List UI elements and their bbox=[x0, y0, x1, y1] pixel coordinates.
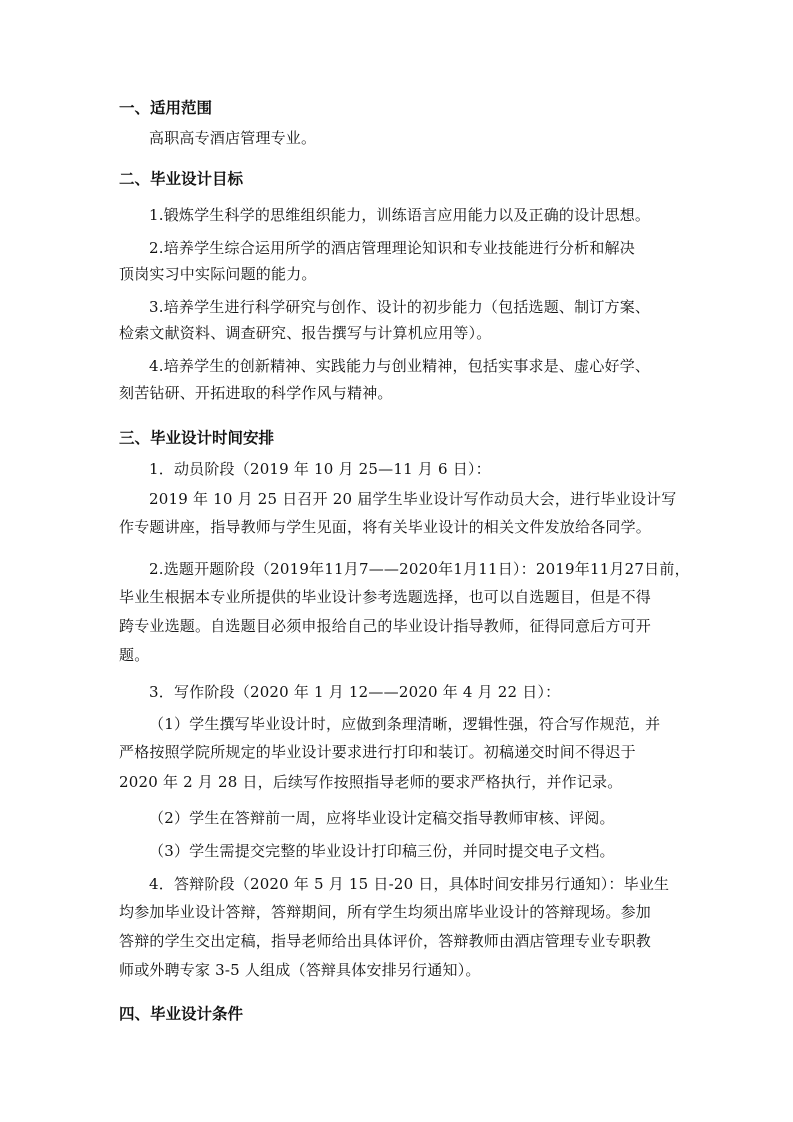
paragraph-line: 毕业生根据本专业所提供的毕业设计参考选题选择，也可以自选题目，但是不得 bbox=[119, 588, 652, 606]
section-heading: 三、毕业设计时间安排 bbox=[119, 429, 275, 447]
paragraph-line: （1）学生撰写毕业设计时，应做到条理清晰，逻辑性强，符合写作规范，并 bbox=[149, 715, 661, 733]
paragraph-line: 作专题讲座，指导教师与学生见面，将有关毕业设计的相关文件发放给各同学。 bbox=[119, 518, 652, 536]
paragraph-line: 3.培养学生进行科学研究与创作、设计的初步能力（包括选题、制订方案、 bbox=[149, 298, 651, 316]
paragraph-line: 师或外聘专家 3-5 人组成（答辩具体安排另行通知）。 bbox=[119, 961, 481, 979]
paragraph-line: （3）学生需提交完整的毕业设计打印稿三份，并同时提交电子文档。 bbox=[149, 842, 615, 860]
paragraph-line: 检索文献资料、调查研究、报告撰写与计算机应用等）。 bbox=[119, 324, 492, 342]
paragraph-line: 高职高专酒店管理专业。 bbox=[149, 129, 317, 147]
paragraph-line: 均参加毕业设计答辩，答辩期间，所有学生均须出席毕业设计的答辩现场。参加 bbox=[119, 903, 652, 921]
paragraph-line: 严格按照学院所规定的毕业设计要求进行打印和装订。初稿递交时间不得迟于 bbox=[119, 743, 636, 761]
paragraph-line: 2.选题开题阶段（2019年11月7——2020年1月11日）：2019年11月27日前， bbox=[149, 560, 690, 578]
paragraph-line: 4.培养学生的创新精神、实践能力与创业精神，包括实事求是、虚心好学、 bbox=[149, 357, 651, 375]
paragraph-line: 题。 bbox=[119, 646, 150, 664]
paragraph-line: 4．答辩阶段（2020 年 5 月 15 日-20 日，具体时间安排另行通知）：毕业生 bbox=[149, 875, 670, 893]
section-heading: 一、适用范围 bbox=[119, 99, 213, 117]
paragraph-line: （2）学生在答辩前一周，应将毕业设计定稿交指导教师审核、评阅。 bbox=[149, 809, 615, 827]
section-heading: 四、毕业设计条件 bbox=[119, 1005, 244, 1023]
paragraph-line: 2019 年 10 月 25 日召开 20 届学生毕业设计写作动员大会，进行毕业设计写 bbox=[149, 490, 677, 508]
paragraph-line: 1.锻炼学生科学的思维组织能力，训练语言应用能力以及正确的设计思想。 bbox=[149, 206, 651, 224]
paragraph-line: 刻苦钻研、开拓进取的科学作风与精神。 bbox=[119, 384, 393, 402]
paragraph-line: 2020 年 2 月 28 日，后续写作按照指导老师的要求严格执行，并作记录。 bbox=[119, 773, 623, 791]
paragraph-line: 答辩的学生交出定稿，指导老师给出具体评价，答辩教师由酒店管理专业专职教 bbox=[119, 932, 652, 950]
paragraph-line: 2.培养学生综合运用所学的酒店管理理论知识和专业技能进行分析和解决 bbox=[149, 239, 635, 257]
paragraph-line: 3．写作阶段（2020 年 1 月 12——2020 年 4 月 22 日）： bbox=[149, 683, 561, 701]
section-heading: 二、毕业设计目标 bbox=[119, 170, 244, 188]
paragraph-line: 1．动员阶段（2019 年 10 月 25—11 月 6 日）： bbox=[149, 460, 491, 478]
paragraph-line: 顶岗实习中实际问题的能力。 bbox=[119, 265, 317, 283]
paragraph-line: 跨专业选题。自选题目必须申报给自己的毕业设计指导教师，征得同意后方可开 bbox=[119, 617, 652, 635]
